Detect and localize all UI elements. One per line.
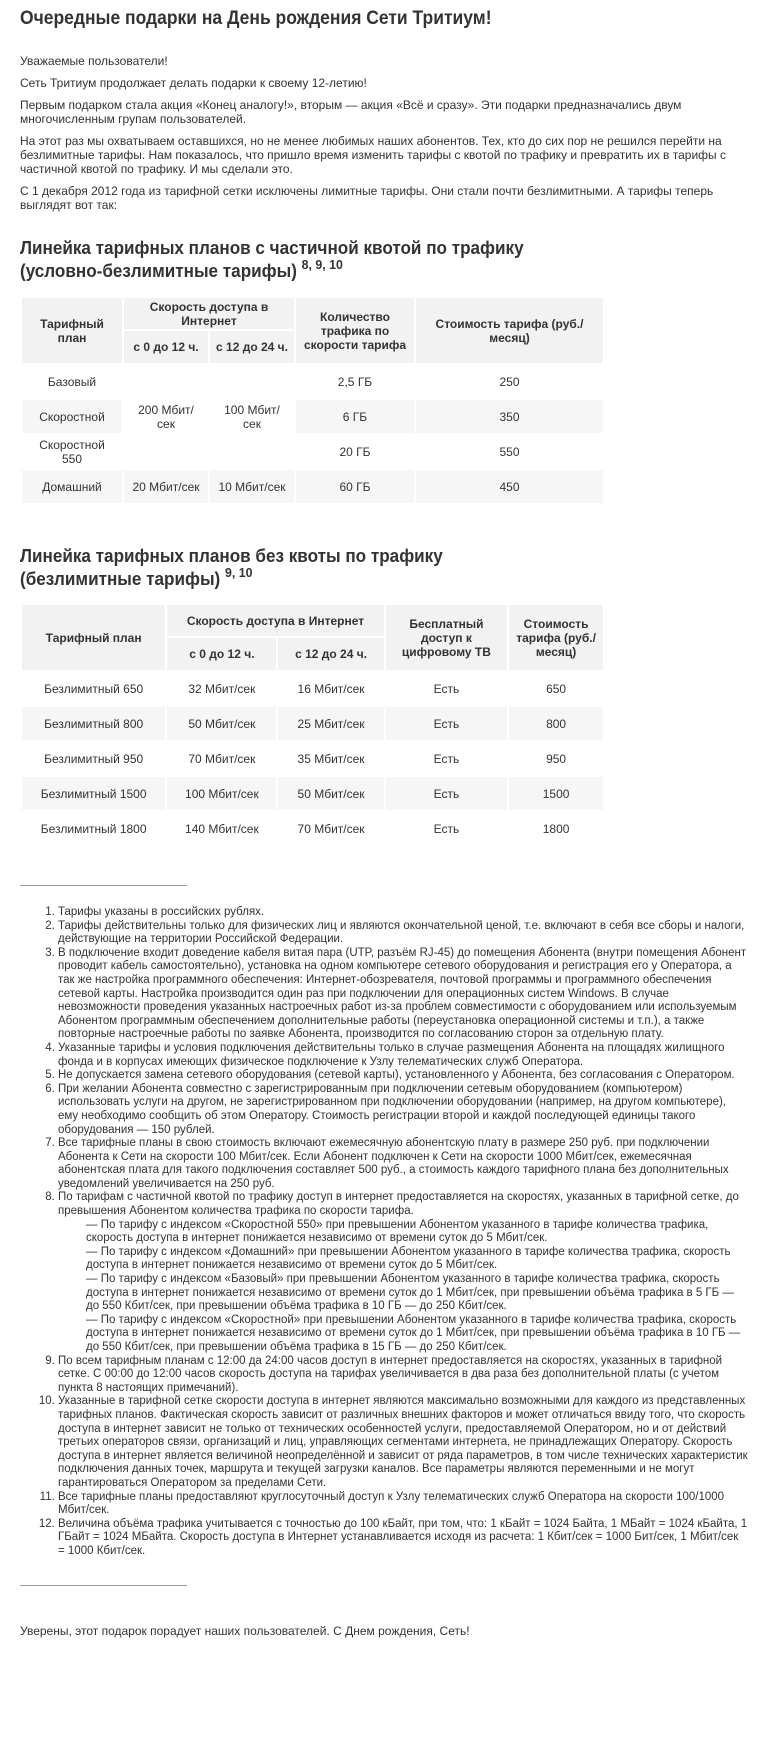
footnote: 1. Тарифы указаны в российских рублях. xyxy=(58,906,748,920)
footnote: 9. По всем тарифным планам с 12:00 да 24:00 часов доступ в интернет предоставляется на скоростях, указанных в тарифной сетке. С 00:00 до 12:00 часов скорость доступа на тарифах увеличивается в два раза без дополнительной платы (с учетом пункта 8 настоящих примечаний). xyxy=(58,1355,748,1396)
section-title-line1: Линейка тарифных планов с частичной квотой по трафику xyxy=(20,238,524,258)
cell-plan: Безлимитный 650 xyxy=(22,672,165,705)
header-plan: Тарифный план xyxy=(22,298,122,363)
cell-speed-night: 16 Мбит/сек xyxy=(278,672,383,705)
footnote xyxy=(58,1191,748,1354)
section-title-partial-quota xyxy=(20,237,709,283)
cell-price: 450 xyxy=(416,470,603,503)
footnote: 12. Величина объёма трафика учитывается с точностью до 100 кБайт, при том, что: 1 кБайт = 1024 Байта, 1 МБайт = 1024 кБайта, 1 ГБайт = 1024 МБайта. Скорость доступа в Интернет устанавливается исходя из расчета: 1 Кбит/сек = 1000 Бит/сек, 1 Мбит/сек = 1000 Кбит/сек. xyxy=(58,1518,748,1559)
section-title-line2: (безлимитные тарифы) xyxy=(20,569,221,589)
table-row xyxy=(22,470,603,503)
cell-price: 950 xyxy=(509,742,603,775)
cell-plan: Безлимитный 950 xyxy=(22,742,165,775)
footnote: 2. Тарифы действительны только для физических лиц и являются окончательной ценой, т.е. включают в себя все сборы и налоги, действующие на территории Российской Федерации. xyxy=(58,920,748,947)
intro-greeting: Уважаемые пользователи! xyxy=(20,54,168,68)
cell-tv: Есть xyxy=(386,742,508,775)
table-row xyxy=(22,672,603,705)
page-title: Очередные подарки на День рождения Сети Тритиум! xyxy=(20,8,492,29)
cell-speed-night: 25 Мбит/сек xyxy=(278,707,383,740)
section-title-line1: Линейка тарифных планов без квоты по трафику xyxy=(20,546,443,566)
cell-price: 350 xyxy=(416,400,603,433)
footnotes-divider xyxy=(20,885,187,886)
cell-plan: Безлимитный 1500 xyxy=(22,777,165,810)
footnote-text: По тарифам с частичной квотой по трафику доступ в интернет предоставляется на скоростях, указанных в тарифной сетке, до превышения Абонентом количества трафика по скорости тарифа. xyxy=(58,1191,739,1218)
header-speed: Скорость доступа в Интернет xyxy=(167,605,383,636)
cell-speed-night: 70 Мбит/сек xyxy=(278,812,383,845)
footnote-subitem: — По тарифу с индексом «Домашний» при превышении Абонентом указанного в тарифе количества трафика, скорость доступа в интернет понижается независимо от времени суток до 5 Мбит/сек. xyxy=(86,1245,731,1272)
cell-price: 800 xyxy=(509,707,603,740)
footnote: 4. Указанные тарифы и условия подключения действительны только в случае размещения Абонента на площадях жилищного фонда и в корпусах имеющих физическое подключение к Узлу телематических служб Оператора. xyxy=(58,1042,748,1069)
cell-traffic: 2,5 ГБ xyxy=(296,365,414,398)
footnote: 6. При желании Абонента совместно с зарегистрированным при подключении сетевым оборудованием (компьютером) использовать услуги на другом, не зарегистрированном при подключении оборудовании (например, на другом компьютере), ему необходимо сообщить об этом Оператору. Стоимость регистрации второй и каждой последующей единицы такого оборудования — 150 рублей. xyxy=(58,1083,748,1137)
cell-speed-day: 100 Мбит/сек xyxy=(167,777,276,810)
cell-plan: Безлимитный 800 xyxy=(22,707,165,740)
cell-traffic: 60 ГБ xyxy=(296,470,414,503)
header-speed-night: с 12 до 24 ч. xyxy=(278,638,383,670)
intro-paragraph: Первым подарком стала акция «Конец аналогу!», вторым — акция «Всё и сразу». Эти подарки предназначались двум многочисленным групам пользователей. xyxy=(20,98,682,126)
footnote: 11. Все тарифные планы предоставляют круглосуточный доступ к Узлу телематических служб Оператора на скорости 100/1000 Мбит/сек. xyxy=(58,1491,748,1518)
cell-plan: Скоростной xyxy=(22,400,122,433)
cell-traffic: 6 ГБ xyxy=(296,400,414,433)
cell-speed-day: 200 Мбит/сек xyxy=(124,365,208,468)
table-row xyxy=(22,777,603,810)
intro-paragraph: Сеть Тритиум продолжает делать подарки к своему 12-летию! xyxy=(20,76,367,90)
cell-plan: Скоростной 550 xyxy=(22,435,122,468)
cell-price: 550 xyxy=(416,435,603,468)
partial-quota-table xyxy=(20,296,605,505)
footnote-subitem: — По тарифу с индексом «Базовый» при превышении Абонентом указанного в тарифе количества трафика, скорость доступа в интернет понижается независимо от времени суток до 1 Мбит/сек, при превышении объёма трафика в 5 ГБ — до 550 Кбит/сек, при превышении объёма трафика в 10 ГБ — до 250 Кбит/сек. xyxy=(86,1273,734,1313)
footnote-refs: 9, 10 xyxy=(225,565,253,580)
cell-tv: Есть xyxy=(386,777,508,810)
cell-plan: Домашний xyxy=(22,470,122,503)
header-speed-day: с 0 до 12 ч. xyxy=(167,638,276,670)
footnote: 3. В подключение входит доведение кабеля витая пара (UTP, разъём RJ-45) до помещения Абонента (внутри помещения Абонент проводит кабель самостоятельно), установка на одном компьютере сетевого оборудования и регистрация его у Оператора, а так же настройка программного обеспечения: Интернет-обозревателя, почтовой программы и программного обеспечения сетевой карты. Настройка производится один раз при подключении для операционных систем Windows. В случае невозможности проведения указанных настроечных работ из-за проблем совместимости с оборудованием или используемым Абонентом программным обеспечением дополнительные работы (переустановка операционной системы и т.п.), а также повторные настроечные работы по заявке Абонента, производится по согласованию сторон за отдельную плату. xyxy=(58,947,748,1042)
cell-speed-day: 50 Мбит/сек xyxy=(167,707,276,740)
closing-divider xyxy=(20,1585,187,1586)
cell-speed-night: 10 Мбит/сек xyxy=(210,470,294,503)
cell-price: 1800 xyxy=(509,812,603,845)
intro-paragraph: С 1 декабря 2012 года из тарифной сетки исключены лимитные тарифы. Они стали почти безлимитными. А тарифы теперь выглядят вот так: xyxy=(20,184,714,212)
footnote-refs: 8, 9, 10 xyxy=(301,257,343,272)
cell-plan: Базовый xyxy=(22,365,122,398)
footnotes-list xyxy=(20,906,748,1559)
table-row xyxy=(22,400,603,433)
footnote-subitem: — По тарифу с индексом «Скоростной» при превышении Абонентом указанного в тарифе количества трафика, скорость доступа в интернет понижается независимо от времени суток до 1 Мбит/сек, при превышении объёма трафика в 10 ГБ — до 550 Кбит/сек, при превышении объёма трафика в 15 ГБ — до 250 Кбит/сек. xyxy=(86,1313,741,1353)
table-row xyxy=(22,435,603,468)
section-title-line2: (условно-безлимитные тарифы) xyxy=(20,261,297,281)
footnote: 5. Не допускается замена сетевого оборудования (сетевой карты), установленного у Абонента, без согласования с Оператором. xyxy=(58,1069,748,1083)
header-speed: Скорость доступа в Интернет xyxy=(124,298,294,329)
cell-tv: Есть xyxy=(386,672,508,705)
cell-price: 250 xyxy=(416,365,603,398)
cell-tv: Есть xyxy=(386,707,508,740)
closing-text: Уверены, этот подарок порадует наших пользователей. С Днем рождения, Сеть! xyxy=(20,1623,470,1638)
header-price: Стоимость тарифа (руб./месяц) xyxy=(416,298,603,363)
cell-tv: Есть xyxy=(386,812,508,845)
header-price: Стоимость тарифа (руб./месяц) xyxy=(509,605,603,670)
header-speed-night: с 12 до 24 ч. xyxy=(210,331,294,363)
header-tv: Бесплатный доступ к цифровому ТВ xyxy=(386,605,508,670)
table-row xyxy=(22,707,603,740)
header-traffic: Количество трафика по скорости тарифа xyxy=(296,298,414,363)
cell-speed-night: 35 Мбит/сек xyxy=(278,742,383,775)
cell-price: 650 xyxy=(509,672,603,705)
cell-speed-night: 100 Мбит/сек xyxy=(210,365,294,468)
cell-speed-day: 140 Мбит/сек xyxy=(167,812,276,845)
footnote: 10. Указанные в тарифной сетке скорости доступа в интернет являются максимально возможными для каждого из представленных тарифных планов. Фактическая скорость зависит от различных внешних факторов и может отличаться ввиду того, что скорость доступа в интернет зависит не только от технических особенностей услуги, предоставляемой Оператором, но и от действий третьих операторов связи, организаций и лиц, управляющих сегментами интернета, не принадлежащих Оператору. Скорость доступа в интернет является величиной неопределённой и зависит от ряда параметров, в том числе технических характеристик подключения данных точек, маршрута и текущей загрузки каналов. Все параметры являются переменными и не могут гарантироваться Оператором за пределами Сети. xyxy=(58,1395,748,1490)
cell-plan: Безлимитный 1800 xyxy=(22,812,165,845)
cell-speed-night: 50 Мбит/сек xyxy=(278,777,383,810)
section-title-unlimited xyxy=(20,545,709,591)
table-row xyxy=(22,365,603,398)
header-plan: Тарифный план xyxy=(22,605,165,670)
table-row xyxy=(22,812,603,845)
footnote-subitem: — По тарифу с индексом «Скоростной 550» при превышении Абонентом указанного в тарифе количества трафика, скорость доступа в интернет понижается независимо от времени суток до 5 Мбит/сек. xyxy=(86,1218,709,1245)
footnote: 7. Все тарифные планы в свою стоимость включают ежемесячную абонентскую плату в размере 250 руб. при подключении Абонента к Сети на скорости 100 Мбит/сек. Если Абонент подключен к Сети на скорости 1000 Мбит/сек, ежемесячная абонентская плата для такого подключения составляет 500 руб., а стоимость каждого тарифного плана без дополнительных уведомлений увеличивается на 250 руб. xyxy=(58,1137,748,1191)
cell-traffic: 20 ГБ xyxy=(296,435,414,468)
cell-speed-day: 20 Мбит/сек xyxy=(124,470,208,503)
cell-speed-day: 70 Мбит/сек xyxy=(167,742,276,775)
cell-price: 1500 xyxy=(509,777,603,810)
intro-paragraph: На этот раз мы охватываем оставшихся, но не менее любимых наших абонентов. Тех, кто до сих пор не решился перейти на безлимитные тарифы. Нам показалось, что пришло время изменить тарифы с квотой по трафику и превратить их в тарифы с частичной квотой по трафику. И мы сделали это. xyxy=(20,134,726,176)
header-speed-day: с 0 до 12 ч. xyxy=(124,331,208,363)
table-row xyxy=(22,742,603,775)
cell-speed-day: 32 Мбит/сек xyxy=(167,672,276,705)
unlimited-table xyxy=(20,603,605,847)
